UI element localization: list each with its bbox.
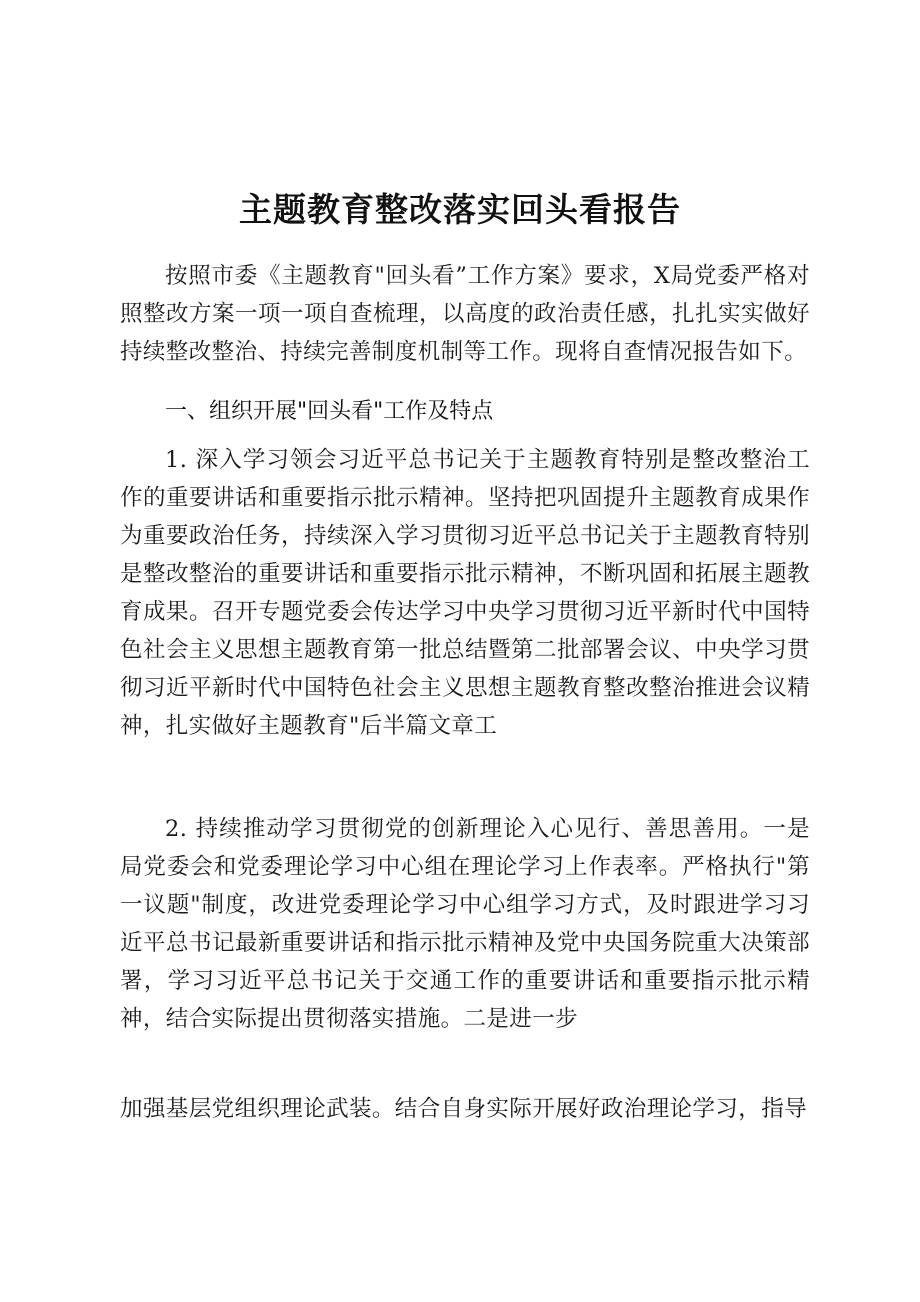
continuation-paragraph: 加强基层党组织理论武装。结合自身实际开展好政治理论学习，指导 xyxy=(120,1096,808,1122)
document-title: 主题教育整改落实回头看报告 xyxy=(239,190,681,229)
item-2-paragraph: 2. 持续推动学习贯彻党的创新理论入心见行、善思善用。一是局党委会和党委理论学习中心组在理论学习上作表率。严格执行"第一议题"制度，改进党委理论学习中心组学习方式，及时跟进学习习近平总书记最新重要讲话和指示批示精神及党中央国务院重大决策部署，学习习近平总书记关于交通工作的重要讲话和重要指示批示精神，结合实际提出贯彻落实措施。二是进一步 xyxy=(120,816,810,1032)
section-heading: 一、组织开展"回头看"工作及特点 xyxy=(165,399,494,424)
intro-paragraph: 按照市委《主题教育"回头看”工作方案》要求，X局党委严格对照整改方案一项一项自查梳理，以高度的政治责任感，扎扎实实做好持续整改整治、持续完善制度机制等工作。现将自查情况报告如下。 xyxy=(120,263,810,365)
item-1-paragraph: 1. 深入学习领会习近平总书记关于主题教育特别是整改整治工作的重要讲话和重要指示批示精神。坚持把巩固提升主题教育成果作为重要政治任务，持续深入学习贯彻习近平总书记关于主题教育特别是整改整治的重要讲话和重要指示批示精神，不断巩固和拓展主题教育成果。召开专题党委会传达学习中央学习贯彻习近平新时代中国特色社会主义思想主题教育第一批总结暨第二批部署会议、中央学习贯彻习近平新时代中国特色社会主义思想主题教育整改整治推进会议精神，扎实做好主题教育"后半篇文章工 xyxy=(120,447,810,739)
